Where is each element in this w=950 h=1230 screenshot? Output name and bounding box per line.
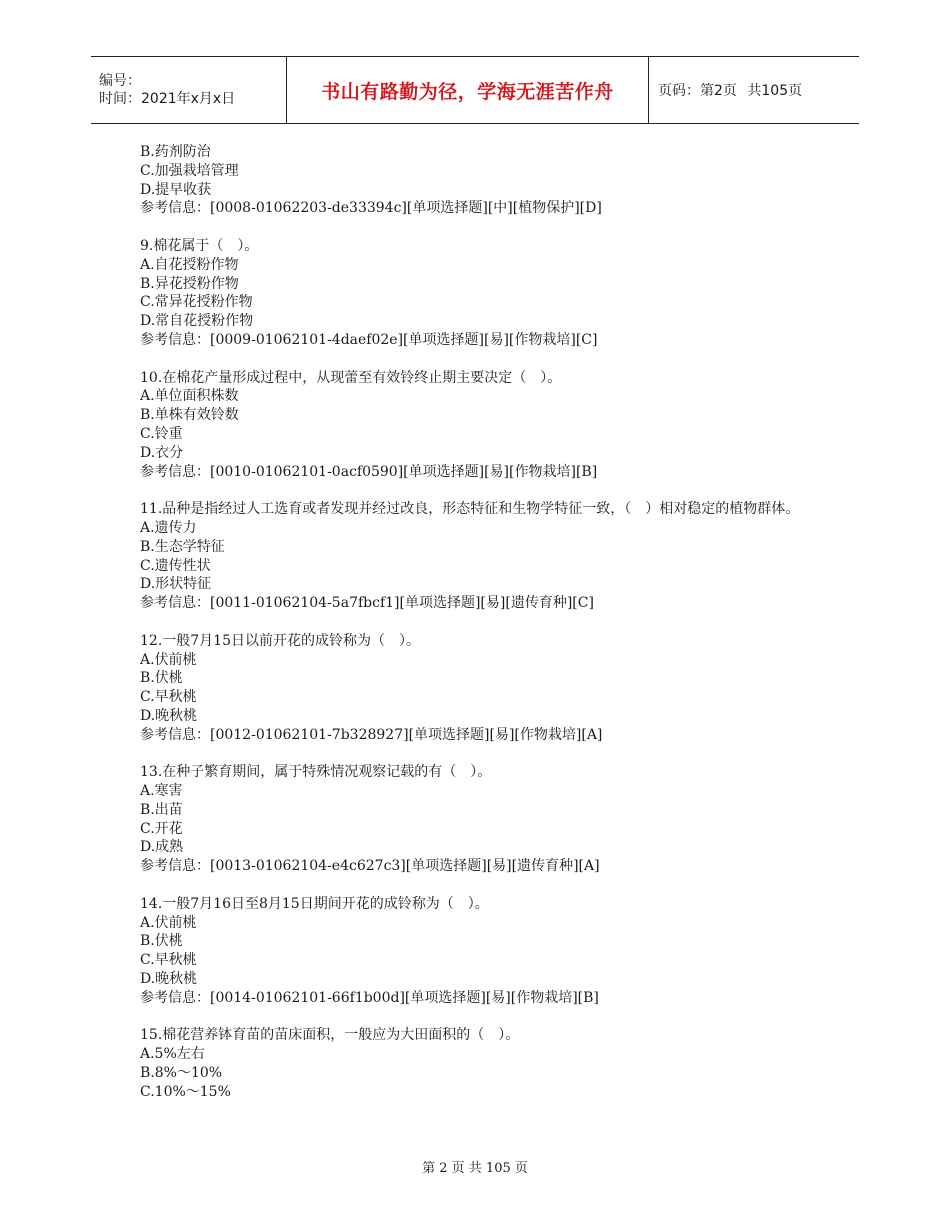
question-option: A.寒害 [140,783,183,800]
question-option: B.单株有效铃数 [140,407,239,424]
question-option: C.早秋桃 [140,689,197,706]
question-stem: 10.在棉花产量形成过程中，从现蕾至有效铃终止期主要决定（ ）。 [140,369,562,386]
question-option: C.常异花授粉作物 [140,294,253,311]
time-label: 时间：2021年x月x日 [99,91,236,107]
question-option: D.提早收获 [140,181,212,198]
question-option: A.5%左右 [140,1046,205,1063]
motto-text: 书山有路勤为径，学海无涯苦作舟 [321,80,614,103]
question-option: B.异花授粉作物 [140,275,239,292]
reference-info: 参考信息：[0009-01062101-4daef02e][单项选择题][易][作物栽培][C] [140,331,598,348]
question-option: C.铃重 [140,425,183,442]
question-item [140,895,820,1008]
reference-info: 参考信息：[0011-01062104-5a7fbcf1][单项选择题][易][遗传育种][C] [140,595,594,612]
question-option: C.加强栽培管理 [140,162,239,179]
question-option: C.开花 [140,820,183,837]
question-option: B.伏桃 [140,933,183,950]
question-stem: 11.品种是指经过人工选育或者发现并经过改良，形态特征和生物学特征一致，（ ）相对稳定的植物群体。 [140,501,800,518]
question-option: D.晚秋桃 [140,971,198,988]
question-option: A.伏前桃 [140,651,197,668]
question-item [140,143,820,218]
question-option: A.自花授粉作物 [140,256,239,273]
question-option: B.出苗 [140,801,183,818]
question-option: B.生态学特征 [140,538,225,555]
question-option: D.成熟 [140,839,184,856]
question-option: A.伏前桃 [140,914,197,931]
number-label: 编号： [99,73,141,89]
question-option: B.8%～10% [140,1065,223,1082]
question-option: D.形状特征 [140,576,212,593]
header-meta [91,57,287,123]
header-page-info [649,57,859,123]
question-option: C.10%～15% [140,1083,231,1100]
question-option: B.药剂防治 [140,144,211,160]
question-item [140,632,820,745]
question-item [140,763,820,876]
page-number-label: 页码：第2页 [658,83,737,99]
question-stem: 15.棉花营养钵育苗的苗床面积，一般应为大田面积的（ ）。 [140,1027,520,1044]
question-option: B.伏桃 [140,670,183,687]
question-item [140,1026,820,1101]
page-header [91,56,859,124]
question-stem: 13.在种子繁育期间，属于特殊情况观察记载的有（ ）。 [140,764,492,781]
question-option: D.衣分 [140,444,184,461]
question-stem: 12.一般7月15日以前开花的成铃称为（ ）。 [140,632,420,649]
question-option: A.单位面积株数 [140,388,239,405]
question-option: D.常自花授粉作物 [140,313,254,330]
question-item [140,500,820,613]
question-item [140,237,820,350]
reference-info: 参考信息：[0014-01062101-66f1b00d][单项选择题][易][作物栽培][B] [140,989,599,1006]
page-footer: 第 2 页 共 105 页 [422,1161,528,1176]
question-option: D.晚秋桃 [140,707,198,724]
reference-info: 参考信息：[0012-01062101-7b328927][单项选择题][易][作物栽培][A] [140,726,603,743]
question-list [140,143,820,1120]
question-stem: 9.棉花属于（ ）。 [140,237,259,254]
question-stem: 14.一般7月16日至8月15日期间开花的成铃称为（ ）。 [140,895,489,912]
question-option: C.遗传性状 [140,557,211,574]
reference-info: 参考信息：[0008-01062203-de33394c][单项选择题][中][植物保护][D] [140,200,602,217]
total-pages-label: 共105页 [747,83,803,99]
header-motto [287,57,649,123]
reference-info: 参考信息：[0010-01062101-0acf0590][单项选择题][易][作物栽培][B] [140,463,598,480]
reference-info: 参考信息：[0013-01062104-e4c627c3][单项选择题][易][遗传育种][A] [140,858,600,875]
question-option: C.早秋桃 [140,952,197,969]
question-option: A.遗传力 [140,519,197,536]
question-item [140,369,820,482]
